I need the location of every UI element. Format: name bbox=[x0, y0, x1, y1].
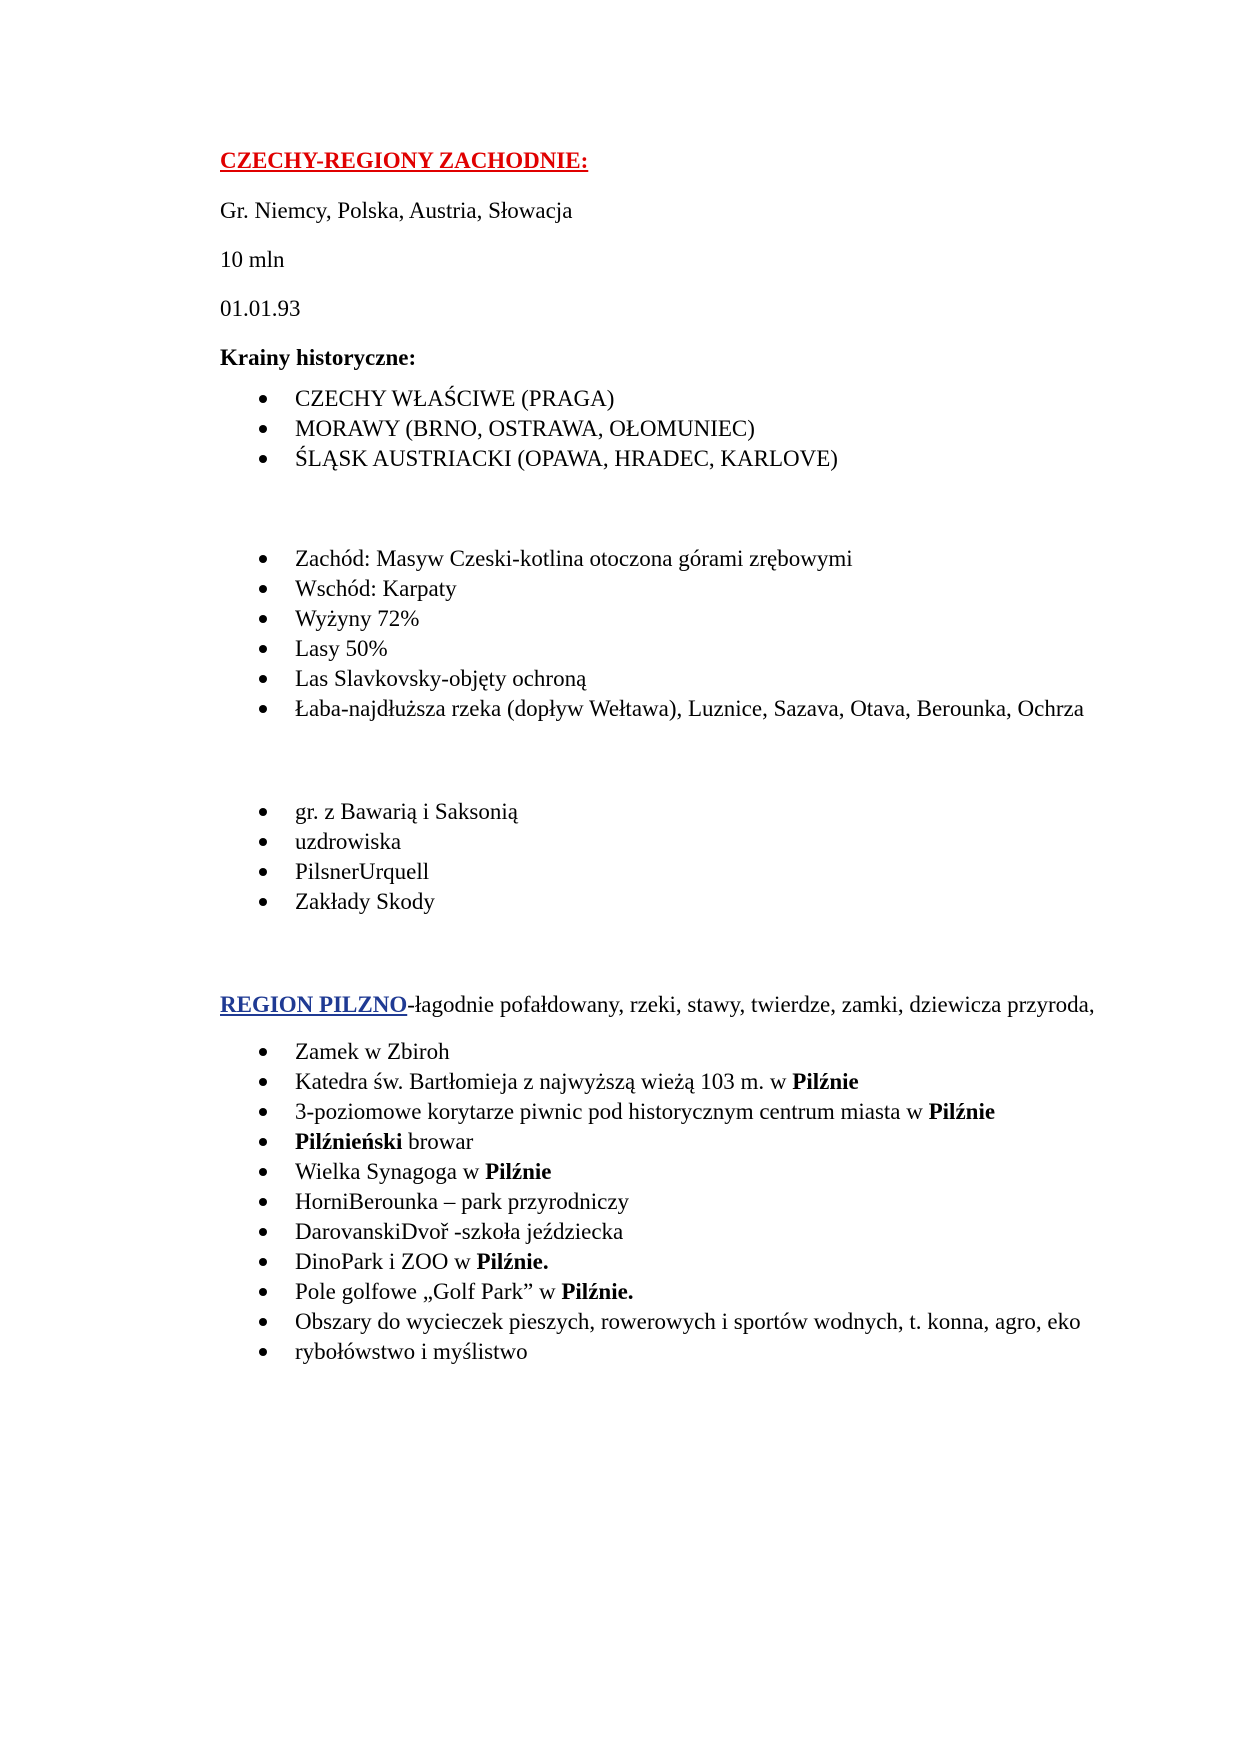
list-item bbox=[220, 1337, 1100, 1366]
list-item bbox=[220, 414, 1100, 443]
list-item-text: Las Slavkovsky-objęty ochroną bbox=[295, 666, 587, 691]
list-item bbox=[220, 444, 1100, 473]
bullet-icon bbox=[259, 585, 267, 593]
list-item-text: Zamek w Zbiroh bbox=[295, 1039, 450, 1064]
list-item bbox=[220, 1217, 1100, 1246]
region-paragraph bbox=[220, 990, 1100, 1019]
list-item-text: Pole golfowe „Golf Park” w bbox=[295, 1279, 562, 1304]
bullet-icon bbox=[259, 808, 267, 816]
list-item-text: ŚLĄSK AUSTRIACKI (OPAWA, HRADEC, KARLOVE) bbox=[295, 446, 838, 471]
bullet-icon bbox=[259, 1258, 267, 1266]
list-item bbox=[220, 694, 1100, 723]
list-item-text: gr. z Bawarią i Saksonią bbox=[295, 799, 518, 824]
region-attractions-list bbox=[220, 1037, 1100, 1366]
list-item-text: uzdrowiska bbox=[295, 829, 402, 854]
bullet-icon bbox=[259, 645, 267, 653]
bullet-icon bbox=[259, 1198, 267, 1206]
bullet-icon bbox=[259, 1138, 267, 1146]
list-item bbox=[220, 887, 1100, 916]
list-item-bold: Pilźnie bbox=[792, 1069, 859, 1094]
list-item-text: DarovanskiDvoř -szkoła jeździecka bbox=[295, 1219, 624, 1244]
document-title: CZECHY-REGIONY ZACHODNIE: bbox=[220, 148, 589, 173]
list-item bbox=[220, 827, 1100, 856]
west-region-list bbox=[220, 797, 1100, 916]
bullet-icon bbox=[259, 1048, 267, 1056]
list-item-text: PilsnerUrquell bbox=[295, 859, 430, 884]
bullet-icon bbox=[259, 455, 267, 463]
spacer bbox=[220, 474, 1100, 544]
list-item bbox=[220, 384, 1100, 413]
bullet-icon bbox=[259, 1108, 267, 1116]
list-item-bold: Pilźnie. bbox=[476, 1249, 549, 1274]
bullet-icon bbox=[259, 1078, 267, 1086]
bullet-icon bbox=[259, 395, 267, 403]
list-item-text: rybołówstwo i myślistwo bbox=[295, 1339, 528, 1364]
document-page bbox=[220, 146, 1100, 1367]
list-item bbox=[220, 1157, 1100, 1186]
bullet-icon bbox=[259, 1228, 267, 1236]
bullet-icon bbox=[259, 425, 267, 433]
list-item bbox=[220, 797, 1100, 826]
list-item bbox=[220, 1127, 1100, 1156]
bullet-icon bbox=[259, 868, 267, 876]
list-item-text: CZECHY WŁAŚCIWE (PRAGA) bbox=[295, 386, 615, 411]
geography-list bbox=[220, 544, 1100, 723]
list-item-bold: Pilźnie bbox=[485, 1159, 552, 1184]
bullet-icon bbox=[259, 1168, 267, 1176]
region-description: -łagodnie pofałdowany, rzeki, stawy, twierdze, zamki, dziewicza przyroda, bbox=[407, 992, 1095, 1017]
list-item-bold: Pilźnie. bbox=[561, 1279, 634, 1304]
bullet-icon bbox=[259, 898, 267, 906]
list-item-bold: Pilźnieński bbox=[295, 1129, 403, 1154]
list-item-text: Lasy 50% bbox=[295, 636, 388, 661]
list-item bbox=[220, 1037, 1100, 1066]
list-item bbox=[220, 1307, 1100, 1336]
list-item bbox=[220, 1067, 1100, 1096]
bullet-icon bbox=[259, 1318, 267, 1326]
bullet-icon bbox=[259, 838, 267, 846]
list-item-text: MORAWY (BRNO, OSTRAWA, OŁOMUNIEC) bbox=[295, 416, 755, 441]
list-item bbox=[220, 1247, 1100, 1276]
list-item-text: DinoPark i ZOO w bbox=[295, 1249, 477, 1274]
list-item bbox=[220, 1187, 1100, 1216]
list-item-text: Obszary do wycieczek pieszych, rowerowych i sportów wodnych, t. konna, agro, eko bbox=[295, 1309, 1081, 1334]
list-item-text: browar bbox=[402, 1129, 474, 1154]
list-item-bold: Pilźnie bbox=[928, 1099, 996, 1124]
list-item-text: Wyżyny 72% bbox=[295, 606, 420, 631]
list-item-text: 3-poziomowe korytarze piwnic pod historycznym centrum miasta w bbox=[295, 1099, 929, 1124]
population-text: 10 mln bbox=[220, 247, 285, 272]
list-item-text: Katedra św. Bartłomieja z najwyższą wieżą 103 m. w bbox=[295, 1069, 793, 1094]
borders-text: Gr. Niemcy, Polska, Austria, Słowacja bbox=[220, 198, 573, 223]
list-item bbox=[220, 634, 1100, 663]
bullet-icon bbox=[259, 615, 267, 623]
list-item bbox=[220, 544, 1100, 573]
bullet-icon bbox=[259, 675, 267, 683]
date-text: 01.01.93 bbox=[220, 296, 301, 321]
historical-list bbox=[220, 384, 1100, 473]
bullet-icon bbox=[259, 1348, 267, 1356]
list-item bbox=[220, 664, 1100, 693]
bullet-icon bbox=[259, 555, 267, 563]
spacer bbox=[220, 724, 1100, 797]
bullet-icon bbox=[259, 705, 267, 713]
bullet-icon bbox=[259, 1288, 267, 1296]
list-item bbox=[220, 1277, 1100, 1306]
historical-heading: Krainy historyczne: bbox=[220, 345, 417, 370]
region-title: REGION PILZNO bbox=[220, 992, 408, 1017]
spacer bbox=[220, 917, 1100, 990]
list-item-text: Wschód: Karpaty bbox=[295, 576, 457, 601]
list-item-text: Łaba-najdłuższa rzeka (dopływ Wełtawa), Luznice, Sazava, Otava, Berounka, Ochrza bbox=[295, 696, 1084, 721]
list-item bbox=[220, 604, 1100, 633]
list-item-text: Zachód: Masyw Czeski-kotlina otoczona górami zrębowymi bbox=[295, 546, 853, 571]
list-item-text: Zakłady Skody bbox=[295, 889, 435, 914]
list-item bbox=[220, 857, 1100, 886]
list-item bbox=[220, 574, 1100, 603]
list-item-text: Wielka Synagoga w bbox=[295, 1159, 486, 1184]
list-item-text: HorniBerounka – park przyrodniczy bbox=[295, 1189, 630, 1214]
list-item bbox=[220, 1097, 1100, 1126]
